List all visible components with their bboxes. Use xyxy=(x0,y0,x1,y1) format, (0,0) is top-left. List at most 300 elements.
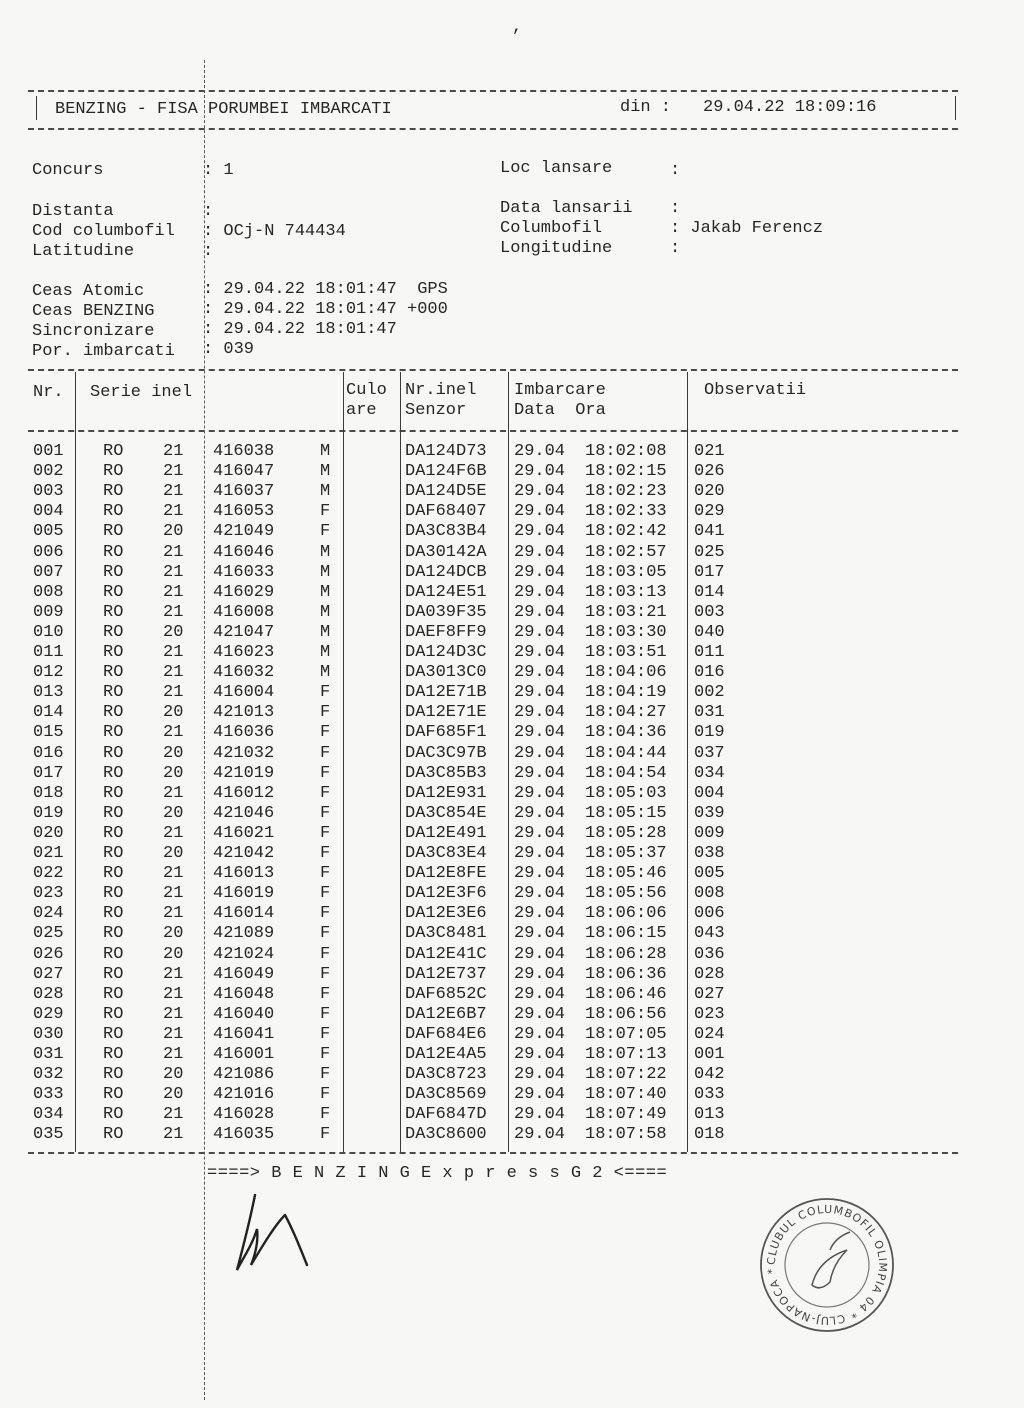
row-year: 21 xyxy=(163,482,184,502)
row-observation: 019 xyxy=(694,723,725,743)
din-label: din : xyxy=(620,98,672,117)
row-year: 21 xyxy=(163,1105,184,1125)
row-year: 20 xyxy=(163,743,184,763)
row-country: RO xyxy=(103,663,124,683)
row-observation: 037 xyxy=(694,743,725,763)
row-ring-number: 416004 xyxy=(213,683,275,703)
row-ring-number: 416012 xyxy=(213,783,275,803)
row-chip-id: DA3C85B3 xyxy=(405,763,487,783)
row-date: 29.04 xyxy=(514,884,566,904)
row-year: 21 xyxy=(163,542,184,562)
sincronizare-label: Sincronizare xyxy=(32,322,155,341)
row-nr: 027 xyxy=(33,964,64,984)
row-chip-id: DA3C8569 xyxy=(405,1085,487,1105)
row-sex: F xyxy=(320,1125,331,1145)
row-ring-number: 421046 xyxy=(213,803,275,823)
row-observation: 027 xyxy=(694,984,725,1004)
stamp-text: CLUBUL COLUMBOFIL OLIMPIA 04 * CLUJ-NAPOCA * xyxy=(764,1202,890,1328)
row-sex: F xyxy=(320,1105,331,1125)
row-year: 20 xyxy=(163,622,184,642)
row-time: 18:06:28 xyxy=(585,944,667,964)
row-sex: F xyxy=(320,502,331,522)
row-time: 18:03:05 xyxy=(585,562,667,582)
row-nr: 020 xyxy=(33,823,64,843)
row-time: 18:03:51 xyxy=(585,643,667,662)
row-time: 18:06:06 xyxy=(585,904,667,924)
table-row xyxy=(0,904,1024,924)
row-chip-id: DA12E71B xyxy=(405,683,487,703)
row-sex: F xyxy=(320,1065,331,1085)
row-chip-id: DAF684E6 xyxy=(405,1024,487,1044)
row-date: 29.04 xyxy=(514,1045,566,1064)
row-sex: F xyxy=(320,844,331,863)
row-chip-id: DA3C8481 xyxy=(405,924,487,944)
loc-lansare-value: : xyxy=(670,161,681,180)
row-nr: 012 xyxy=(33,663,64,683)
row-country: RO xyxy=(103,1024,124,1044)
row-country: RO xyxy=(103,1125,124,1145)
row-nr: 004 xyxy=(33,502,64,522)
row-country: RO xyxy=(103,823,124,843)
row-year: 20 xyxy=(163,522,184,542)
row-observation: 020 xyxy=(694,482,725,502)
row-date: 29.04 xyxy=(514,864,566,884)
row-observation: 041 xyxy=(694,522,725,542)
row-observation: 004 xyxy=(694,783,725,803)
row-date: 29.04 xyxy=(514,683,566,703)
row-sex: F xyxy=(320,522,331,542)
row-date: 29.04 xyxy=(514,1024,566,1044)
data-lansarii-label: Data lansarii xyxy=(500,199,633,218)
row-chip-id: DA12E737 xyxy=(405,964,487,984)
row-observation: 014 xyxy=(694,582,725,602)
row-country: RO xyxy=(103,562,124,582)
row-date: 29.04 xyxy=(514,1065,566,1085)
row-time: 18:03:13 xyxy=(585,582,667,602)
row-ring-number: 416048 xyxy=(213,984,275,1004)
concurs-value: : 1 xyxy=(203,161,234,180)
row-ring-number: 416023 xyxy=(213,643,275,662)
row-date: 29.04 xyxy=(514,562,566,582)
row-time: 18:02:23 xyxy=(585,482,667,502)
row-sex: F xyxy=(320,1085,331,1105)
row-ring-number: 421047 xyxy=(213,622,275,642)
row-sex: F xyxy=(320,803,331,823)
row-observation: 029 xyxy=(694,502,725,522)
row-year: 21 xyxy=(163,1024,184,1044)
row-date: 29.04 xyxy=(514,964,566,984)
row-chip-id: DA12E6B7 xyxy=(405,1004,487,1024)
table-row xyxy=(0,623,1024,643)
row-year: 21 xyxy=(163,683,184,703)
row-date: 29.04 xyxy=(514,522,566,542)
svg-text:CLUBUL COLUMBOFIL OLIMPIA 04 * xyxy=(765,1203,889,1327)
row-observation: 013 xyxy=(694,1105,725,1125)
row-year: 20 xyxy=(163,1085,184,1105)
row-sex: F xyxy=(320,743,331,763)
ceas-atomic-value: : 29.04.22 18:01:47 GPS xyxy=(203,280,448,299)
row-observation: 006 xyxy=(694,904,725,924)
row-country: RO xyxy=(103,904,124,924)
header-border-left xyxy=(36,96,37,120)
row-ring-number: 416019 xyxy=(213,884,275,904)
row-date: 29.04 xyxy=(514,763,566,783)
row-nr: 001 xyxy=(33,442,64,461)
row-ring-number: 416040 xyxy=(213,1004,275,1024)
header-nr-inel: Nr.inel xyxy=(405,381,477,400)
row-year: 20 xyxy=(163,844,184,863)
row-country: RO xyxy=(103,723,124,743)
distanta-label: Distanta xyxy=(32,202,114,221)
row-date: 29.04 xyxy=(514,904,566,924)
table-row xyxy=(0,1045,1024,1065)
row-time: 18:04:27 xyxy=(585,703,667,723)
row-ring-number: 416053 xyxy=(213,502,275,522)
row-nr: 030 xyxy=(33,1024,64,1044)
row-ring-number: 416014 xyxy=(213,904,275,924)
row-country: RO xyxy=(103,984,124,1004)
table-row xyxy=(0,1105,1024,1125)
row-observation: 017 xyxy=(694,562,725,582)
row-chip-id: DA039F35 xyxy=(405,602,487,622)
table-row xyxy=(0,663,1024,683)
din-value: 29.04.22 18:09:16 xyxy=(703,98,877,117)
row-country: RO xyxy=(103,1045,124,1064)
row-date: 29.04 xyxy=(514,462,566,482)
row-ring-number: 416008 xyxy=(213,602,275,622)
row-ring-number: 421089 xyxy=(213,924,275,944)
row-observation: 023 xyxy=(694,1004,725,1024)
header-culoare-2: are xyxy=(346,401,377,420)
row-year: 21 xyxy=(163,643,184,662)
table-row xyxy=(0,563,1024,583)
row-year: 21 xyxy=(163,582,184,602)
row-ring-number: 416013 xyxy=(213,864,275,884)
row-observation: 043 xyxy=(694,924,725,944)
row-observation: 003 xyxy=(694,602,725,622)
row-nr: 013 xyxy=(33,683,64,703)
row-sex: F xyxy=(320,703,331,723)
row-date: 29.04 xyxy=(514,743,566,763)
table-row xyxy=(0,985,1024,1005)
ceas-benzing-label: Ceas BENZING xyxy=(32,302,155,321)
row-chip-id: DA124DCB xyxy=(405,562,487,582)
row-ring-number: 421032 xyxy=(213,743,275,763)
row-ring-number: 421013 xyxy=(213,703,275,723)
row-chip-id: DAF68407 xyxy=(405,502,487,522)
row-nr: 005 xyxy=(33,522,64,542)
row-time: 18:02:33 xyxy=(585,502,667,522)
row-observation: 025 xyxy=(694,542,725,562)
row-year: 21 xyxy=(163,884,184,904)
row-time: 18:04:36 xyxy=(585,723,667,743)
table-row xyxy=(0,442,1024,462)
row-nr: 017 xyxy=(33,763,64,783)
row-chip-id: DAF6852C xyxy=(405,984,487,1004)
row-sex: M xyxy=(320,582,331,602)
row-ring-number: 421024 xyxy=(213,944,275,964)
row-date: 29.04 xyxy=(514,482,566,502)
row-country: RO xyxy=(103,884,124,904)
row-time: 18:04:44 xyxy=(585,743,667,763)
row-year: 21 xyxy=(163,602,184,622)
row-year: 21 xyxy=(163,442,184,461)
row-ring-number: 416021 xyxy=(213,823,275,843)
row-time: 18:06:15 xyxy=(585,924,667,944)
row-date: 29.04 xyxy=(514,703,566,723)
latitudine-label: Latitudine xyxy=(32,242,135,261)
row-time: 18:03:30 xyxy=(585,622,667,642)
row-chip-id: DA3C854E xyxy=(405,803,487,823)
row-ring-number: 416036 xyxy=(213,723,275,743)
table-row xyxy=(0,543,1024,563)
row-time: 18:04:06 xyxy=(585,663,667,683)
row-country: RO xyxy=(103,622,124,642)
row-time: 18:02:08 xyxy=(585,442,667,461)
table-border-bottom xyxy=(28,1152,958,1154)
row-year: 20 xyxy=(163,1065,184,1085)
row-sex: F xyxy=(320,1045,331,1064)
row-year: 21 xyxy=(163,462,184,482)
row-year: 21 xyxy=(163,1045,184,1064)
row-observation: 008 xyxy=(694,884,725,904)
row-chip-id: DA12E4A5 xyxy=(405,1045,487,1064)
row-nr: 024 xyxy=(33,904,64,924)
table-row xyxy=(0,1025,1024,1045)
header-border-right xyxy=(955,96,956,120)
table-row xyxy=(0,804,1024,824)
row-chip-id: DA30142A xyxy=(405,542,487,562)
row-chip-id: DAC3C97B xyxy=(405,743,487,763)
row-observation: 009 xyxy=(694,823,725,843)
header-senzor: Senzor xyxy=(405,401,467,420)
row-nr: 029 xyxy=(33,1004,64,1024)
row-sex: F xyxy=(320,884,331,904)
sincronizare-value: : 29.04.22 18:01:47 xyxy=(203,320,397,339)
table-row xyxy=(0,844,1024,864)
row-country: RO xyxy=(103,703,124,723)
row-date: 29.04 xyxy=(514,1105,566,1125)
footer-brand: ====> B E N Z I N G E x p r e s s G 2 <==== xyxy=(207,1164,668,1183)
table-row xyxy=(0,784,1024,804)
row-nr: 011 xyxy=(33,643,64,662)
row-country: RO xyxy=(103,924,124,944)
table-row xyxy=(0,482,1024,502)
row-time: 18:07:40 xyxy=(585,1085,667,1105)
cod-columbofil-label: Cod columbofil xyxy=(32,222,175,241)
row-year: 21 xyxy=(163,723,184,743)
row-year: 21 xyxy=(163,984,184,1004)
table-row xyxy=(0,965,1024,985)
row-nr: 026 xyxy=(33,944,64,964)
table-row xyxy=(0,945,1024,965)
row-nr: 023 xyxy=(33,884,64,904)
table-row xyxy=(0,703,1024,723)
row-date: 29.04 xyxy=(514,803,566,823)
row-sex: F xyxy=(320,683,331,703)
columbofil-value: : Jakab Ferencz xyxy=(670,219,824,238)
row-observation: 033 xyxy=(694,1085,725,1105)
header-nr: Nr. xyxy=(33,383,64,402)
longitudine-label: Longitudine xyxy=(500,239,613,258)
row-nr: 025 xyxy=(33,924,64,944)
row-country: RO xyxy=(103,844,124,863)
cod-columbofil-value: : OCj-N 744434 xyxy=(203,222,346,241)
row-year: 20 xyxy=(163,763,184,783)
header-imbarcare: Imbarcare xyxy=(514,381,606,400)
row-date: 29.04 xyxy=(514,643,566,662)
scan-mark: , xyxy=(512,18,523,37)
row-country: RO xyxy=(103,783,124,803)
row-chip-id: DA124D3C xyxy=(405,643,487,662)
row-sex: F xyxy=(320,964,331,984)
row-chip-id: DA3C83E4 xyxy=(405,844,487,863)
por-imbarcati-value: : 039 xyxy=(203,340,255,359)
row-country: RO xyxy=(103,1004,124,1024)
row-sex: F xyxy=(320,924,331,944)
row-observation: 002 xyxy=(694,683,725,703)
longitudine-value: : xyxy=(670,239,681,258)
row-time: 18:05:37 xyxy=(585,844,667,863)
row-chip-id: DA3C83B4 xyxy=(405,522,487,542)
row-chip-id: DA3013C0 xyxy=(405,663,487,683)
distanta-value: : xyxy=(203,202,214,221)
row-date: 29.04 xyxy=(514,1085,566,1105)
row-country: RO xyxy=(103,763,124,783)
row-ring-number: 416037 xyxy=(213,482,275,502)
row-chip-id: DA12E3F6 xyxy=(405,884,487,904)
table-row xyxy=(0,462,1024,482)
row-observation: 026 xyxy=(694,462,725,482)
row-time: 18:04:54 xyxy=(585,763,667,783)
row-nr: 032 xyxy=(33,1065,64,1085)
row-time: 18:03:21 xyxy=(585,602,667,622)
row-time: 18:07:13 xyxy=(585,1045,667,1064)
row-ring-number: 416033 xyxy=(213,562,275,582)
header-observatii: Observatii xyxy=(704,381,807,400)
row-sex: F xyxy=(320,1004,331,1024)
concurs-label: Concurs xyxy=(32,161,104,180)
row-time: 18:05:03 xyxy=(585,783,667,803)
row-sex: F xyxy=(320,723,331,743)
row-sex: M xyxy=(320,663,331,683)
row-time: 18:02:15 xyxy=(585,462,667,482)
row-nr: 016 xyxy=(33,743,64,763)
row-time: 18:05:56 xyxy=(585,884,667,904)
row-time: 18:05:28 xyxy=(585,823,667,843)
row-time: 18:06:46 xyxy=(585,984,667,1004)
row-date: 29.04 xyxy=(514,823,566,843)
row-sex: F xyxy=(320,783,331,803)
row-nr: 010 xyxy=(33,622,64,642)
row-date: 29.04 xyxy=(514,542,566,562)
row-nr: 034 xyxy=(33,1105,64,1125)
loc-lansare-label: Loc lansare xyxy=(500,159,613,178)
row-date: 29.04 xyxy=(514,1004,566,1024)
row-nr: 021 xyxy=(33,844,64,863)
row-chip-id: DA124D5E xyxy=(405,482,487,502)
row-year: 20 xyxy=(163,924,184,944)
row-date: 29.04 xyxy=(514,602,566,622)
row-year: 20 xyxy=(163,944,184,964)
row-year: 21 xyxy=(163,663,184,683)
dove-icon xyxy=(812,1232,850,1288)
table-row xyxy=(0,884,1024,904)
row-country: RO xyxy=(103,502,124,522)
row-date: 29.04 xyxy=(514,582,566,602)
row-observation: 039 xyxy=(694,803,725,823)
row-observation: 040 xyxy=(694,622,725,642)
row-country: RO xyxy=(103,602,124,622)
row-sex: F xyxy=(320,984,331,1004)
row-country: RO xyxy=(103,542,124,562)
row-year: 21 xyxy=(163,964,184,984)
row-sex: M xyxy=(320,562,331,582)
row-year: 21 xyxy=(163,864,184,884)
row-country: RO xyxy=(103,522,124,542)
por-imbarcati-label: Por. imbarcati xyxy=(32,342,175,361)
row-observation: 028 xyxy=(694,964,725,984)
table-row xyxy=(0,723,1024,743)
row-observation: 011 xyxy=(694,643,725,662)
row-time: 18:07:58 xyxy=(585,1125,667,1145)
table-row xyxy=(0,502,1024,522)
row-sex: F xyxy=(320,1024,331,1044)
row-ring-number: 421019 xyxy=(213,763,275,783)
row-ring-number: 416049 xyxy=(213,964,275,984)
row-chip-id: DA12E3E6 xyxy=(405,904,487,924)
row-observation: 018 xyxy=(694,1125,725,1145)
row-nr: 031 xyxy=(33,1045,64,1064)
row-observation: 036 xyxy=(694,944,725,964)
row-ring-number: 416029 xyxy=(213,582,275,602)
row-year: 20 xyxy=(163,703,184,723)
header-border-top xyxy=(28,90,958,92)
row-ring-number: 416035 xyxy=(213,1125,275,1145)
row-country: RO xyxy=(103,1065,124,1085)
row-nr: 008 xyxy=(33,582,64,602)
row-year: 21 xyxy=(163,502,184,522)
row-country: RO xyxy=(103,482,124,502)
row-year: 21 xyxy=(163,783,184,803)
row-ring-number: 421049 xyxy=(213,522,275,542)
row-time: 18:05:15 xyxy=(585,803,667,823)
row-date: 29.04 xyxy=(514,944,566,964)
row-date: 29.04 xyxy=(514,442,566,461)
row-year: 21 xyxy=(163,562,184,582)
row-nr: 002 xyxy=(33,462,64,482)
row-chip-id: DA124D73 xyxy=(405,442,487,461)
row-country: RO xyxy=(103,964,124,984)
row-chip-id: DA12E71E xyxy=(405,703,487,723)
row-date: 29.04 xyxy=(514,844,566,863)
header-data-ora: Data Ora xyxy=(514,401,606,420)
row-observation: 001 xyxy=(694,1045,725,1064)
row-time: 18:06:36 xyxy=(585,964,667,984)
row-nr: 007 xyxy=(33,562,64,582)
row-sex: F xyxy=(320,944,331,964)
table-row xyxy=(0,643,1024,663)
table-header-separator xyxy=(28,430,958,432)
club-stamp xyxy=(752,1190,902,1340)
row-ring-number: 421016 xyxy=(213,1085,275,1105)
row-sex: M xyxy=(320,602,331,622)
row-year: 20 xyxy=(163,803,184,823)
row-observation: 034 xyxy=(694,763,725,783)
table-row xyxy=(0,764,1024,784)
row-year: 21 xyxy=(163,823,184,843)
row-country: RO xyxy=(103,643,124,662)
